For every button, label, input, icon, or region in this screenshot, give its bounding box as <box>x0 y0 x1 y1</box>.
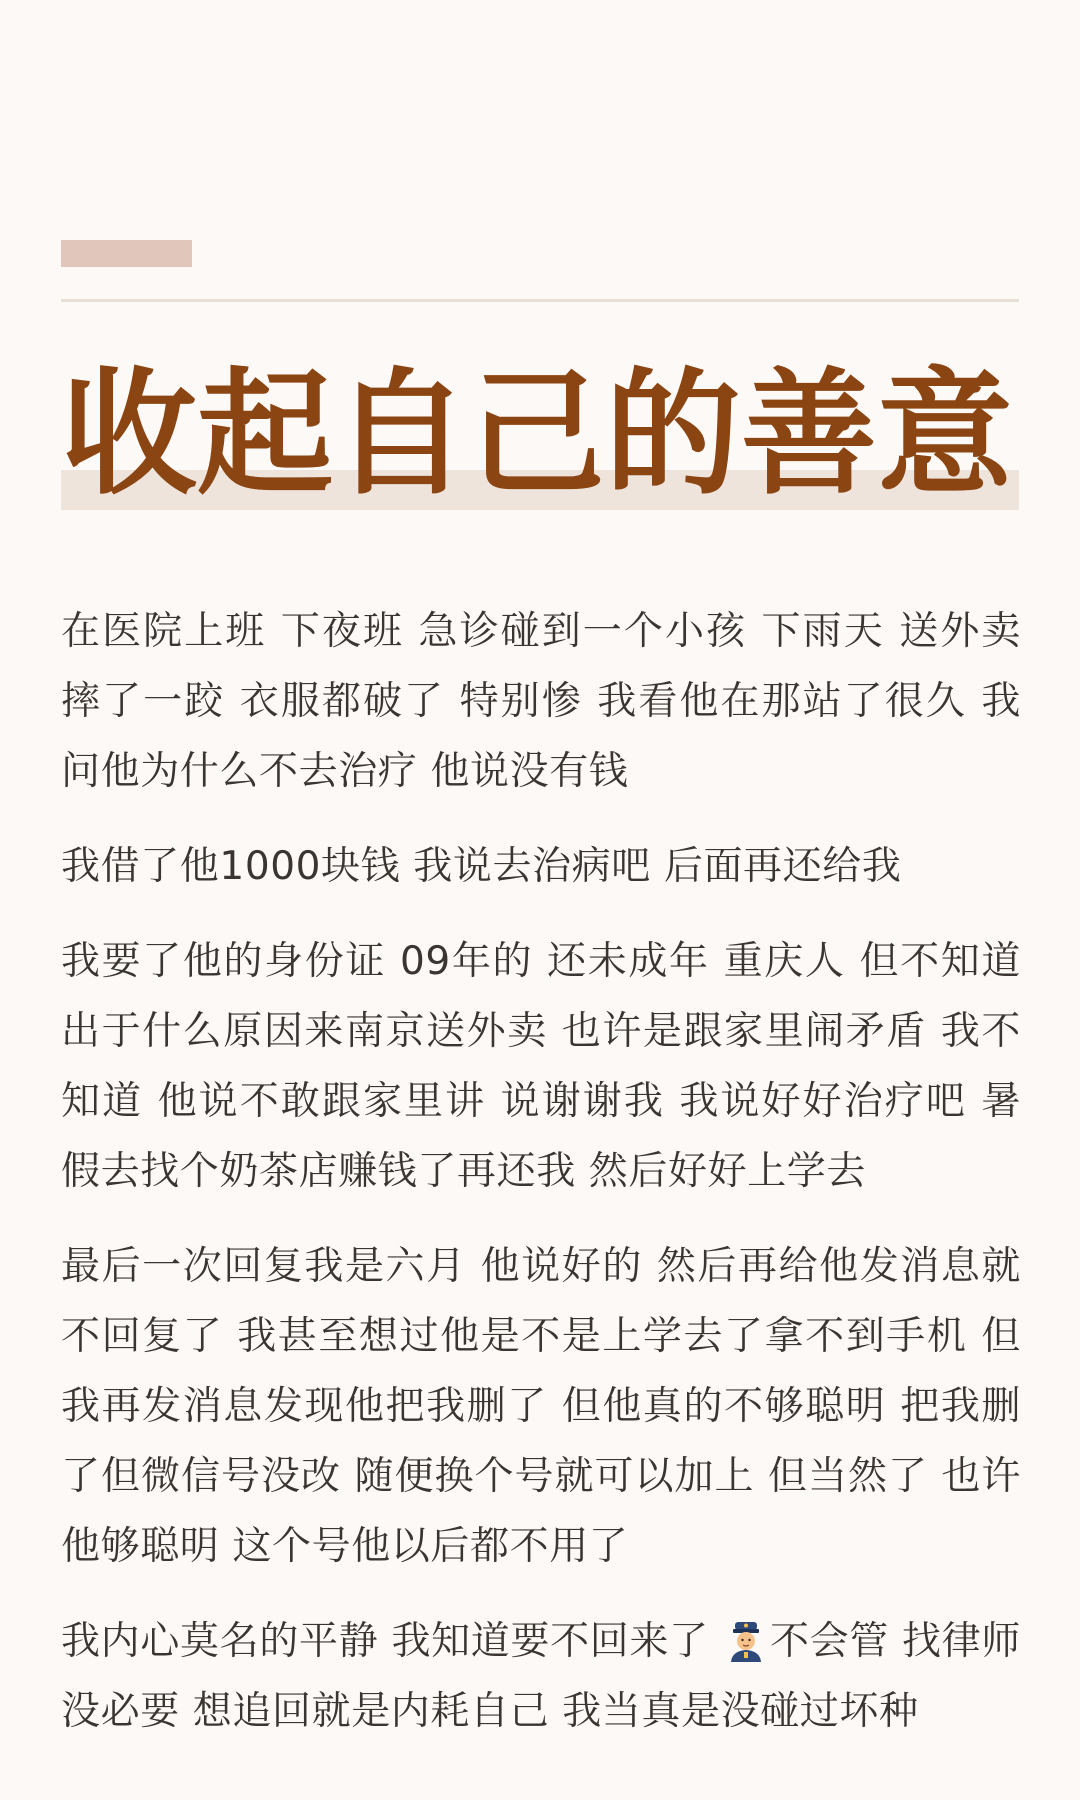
paragraph-2: 我借了他1000块钱 我说去治病吧 后面再还给我 <box>61 844 902 889</box>
paragraph-5 <box>61 1607 1021 1747</box>
accent-bar <box>61 240 192 267</box>
paragraph-1: 在医院上班 下夜班 急诊碰到一个小孩 下雨天 送外卖摔了一跤 衣服都破了 特别惨 我看他在那站了很久 我问他为什么不去治疗 他说没有钱 <box>61 609 1021 794</box>
title-block <box>61 356 1019 520</box>
paragraph-4: 最后一次回复我是六月 他说好的 然后再给他发消息就不回复了 我甚至想过他是不是上学去了拿不到手机 但我再发消息发现他把我删了 但他真的不够聪明 把我删了但微信号没改 随便换个号就可以加上 但当然了 也许他够聪明 这个号他以后都不用了 <box>61 1244 1021 1569</box>
header-divider <box>61 299 1019 302</box>
article-body <box>61 597 1021 1772</box>
paragraph-5-part-2: 不会管 找律师没必要 想追回就是内耗自己 我当真是没碰过坏种 <box>61 1619 1021 1734</box>
police-officer-icon <box>726 1615 766 1659</box>
paragraph-3: 我要了他的身份证 09年的 还未成年 重庆人 但不知道出于什么原因来南京送外卖 也许是跟家里闹矛盾 我不知道 他说不敢跟家里讲 说谢谢我 我说好好治疗吧 暑假去找个奶茶店赚钱了再还我 然后好好上学去 <box>61 939 1021 1194</box>
paragraph-5-part-1: 我内心莫名的平静 我知道要不回来了 <box>61 1619 722 1664</box>
post-title: 收起自己的善意 <box>61 356 1013 514</box>
